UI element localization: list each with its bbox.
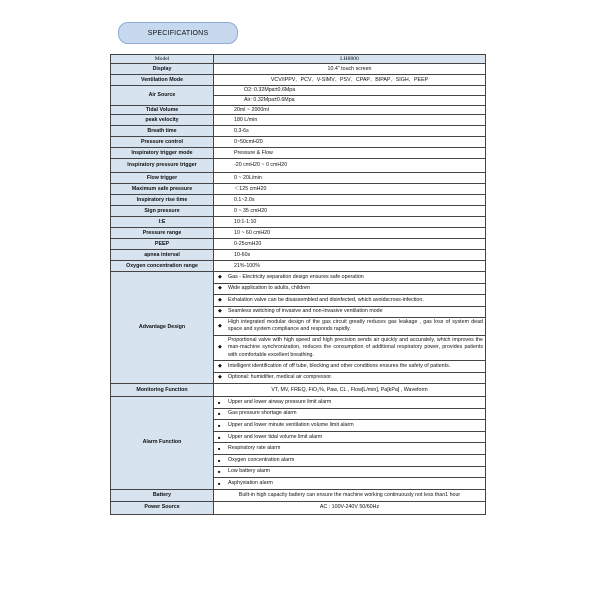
list-item	[214, 409, 485, 421]
spec-label: Pressure range	[111, 228, 214, 239]
list-item	[214, 443, 485, 455]
spec-value: VT, MV, FREQ, FiO₂%, Paw, CL , Flow[L/min], Pa[kPa] , Waveform	[214, 384, 486, 397]
spec-row	[111, 206, 486, 217]
spec-row	[111, 106, 486, 115]
spec-label: Oxygen concentration range	[111, 261, 214, 272]
list-item-text: Optional: humidifier, medical air compressor.	[228, 374, 333, 381]
list-item-text: Low battery alarm	[228, 468, 271, 475]
list-item	[214, 272, 485, 284]
air-source-values	[214, 86, 486, 106]
spec-value: 10:1-1:10	[214, 217, 486, 228]
spec-row-advantage	[111, 272, 486, 384]
spec-row	[111, 195, 486, 206]
spec-value: Pressure & Flow	[214, 148, 486, 159]
spec-label: Breath time	[111, 126, 214, 137]
spec-value: ＜125 cmH20	[214, 184, 486, 195]
spec-row	[111, 148, 486, 159]
spec-label: Display	[111, 64, 214, 75]
spec-row	[111, 126, 486, 137]
spec-value: 0.1~2.0s	[214, 195, 486, 206]
spec-label: PEEP	[111, 239, 214, 250]
section-title: SPECIFICATIONS	[147, 29, 209, 37]
spec-label: I:E	[111, 217, 214, 228]
square-bullet-icon: ■	[218, 457, 221, 463]
spec-value: 10-60s	[214, 250, 486, 261]
spec-row	[111, 115, 486, 126]
diamond-bullet-icon: ◆	[218, 285, 222, 292]
specifications-table	[110, 54, 486, 515]
spec-row	[111, 137, 486, 148]
list-item	[214, 336, 485, 361]
list-item-text: Asphyxiation alarm	[228, 479, 273, 486]
list-item-text: Exhalation valve can be disassembled and disinfected, which avoidscross-infection.	[228, 296, 424, 303]
alarm-list	[214, 397, 486, 490]
list-item	[214, 397, 485, 409]
square-bullet-icon: ■	[218, 469, 221, 475]
spec-label: Inspiratory trigger mode	[111, 148, 214, 159]
list-item-text: High integrated modular design of the gas circuit greatly reduces gas leakage , gas loss of system dead space and system compliance and responds rapidly.	[228, 319, 483, 333]
list-item-text: Gas - Electricity separation design ensures safe operation	[228, 273, 364, 280]
diamond-bullet-icon: ◆	[218, 374, 222, 381]
spec-label: Flow trigger	[111, 173, 214, 184]
spec-value: 180 L/min	[214, 115, 486, 126]
list-item	[214, 295, 485, 307]
spec-row	[111, 64, 486, 75]
list-item	[214, 432, 485, 444]
model-value: LH8800	[214, 55, 486, 64]
spec-value: 10 ~ 60 cmH20	[214, 228, 486, 239]
model-label: Model	[111, 55, 214, 64]
square-bullet-icon: ■	[218, 411, 221, 417]
spec-value: 0 ~ 35 cmH20	[214, 206, 486, 217]
spec-row	[111, 173, 486, 184]
spec-row-power	[111, 501, 486, 514]
spec-label: Inspiratory rise time	[111, 195, 214, 206]
spec-row-battery	[111, 489, 486, 501]
list-item-text: Upper and lower airway pressure limit alarm	[228, 398, 332, 405]
spec-value: 0 ~ 20L/min	[214, 173, 486, 184]
spec-value: 20ml ~ 2000ml	[214, 106, 486, 115]
spec-row	[111, 184, 486, 195]
list-item	[214, 284, 485, 296]
list-item	[214, 307, 485, 319]
spec-label: Advantage Design	[111, 272, 214, 384]
list-item-text: Seamless switching of invasive and non-invasive ventilation mode	[228, 308, 383, 315]
spec-label: Ventilation Mode	[111, 75, 214, 86]
spec-row	[111, 250, 486, 261]
list-item	[214, 467, 485, 479]
list-item	[214, 361, 485, 373]
advantage-list	[214, 272, 486, 384]
air-source-o2: O2: 0.32Mpa±0.6Mpa	[214, 86, 485, 96]
spec-label: Air Source	[111, 86, 214, 106]
square-bullet-icon: ■	[218, 399, 221, 405]
air-source-air: Air: 0.32Mpa±0.6Mpa	[244, 97, 295, 103]
list-item-text: Oxygen concentration alarm	[228, 456, 295, 463]
table-header-row	[111, 55, 486, 64]
diamond-bullet-icon: ◆	[218, 322, 222, 329]
square-bullet-icon: ■	[218, 446, 221, 452]
spec-label: Monitoring Function	[111, 384, 214, 397]
spec-row-monitoring	[111, 384, 486, 397]
spec-value: 0-25cmH20	[214, 239, 486, 250]
spec-label: Maximum safe pressure	[111, 184, 214, 195]
spec-label: Sign pressure	[111, 206, 214, 217]
section-title-badge	[118, 22, 238, 44]
square-bullet-icon: ■	[218, 434, 221, 440]
spec-row-air-source	[111, 86, 486, 106]
list-item	[214, 373, 485, 384]
spec-row-alarm	[111, 397, 486, 490]
spec-value: 0~50cmH20	[214, 137, 486, 148]
list-item-text: Intelligent identification of off tube, blocking and other conditions ensures the safety of patients.	[228, 362, 451, 369]
list-item-text: Upper and lower tidal volume limit alarm	[228, 433, 323, 440]
spec-row	[111, 217, 486, 228]
list-item-text: Respiratory rate alarm	[228, 445, 281, 452]
spec-value: AC : 100V-240V 50/60Hz	[214, 501, 486, 514]
square-bullet-icon: ■	[218, 480, 221, 486]
spec-label: Battery	[111, 489, 214, 501]
diamond-bullet-icon: ◆	[218, 344, 222, 351]
spec-value: VCV/IPPV、PCV、V-SIMV、PSV、CPAP、BIPAP、SIGH、PEEP	[214, 75, 486, 86]
spec-row	[111, 228, 486, 239]
diamond-bullet-icon: ◆	[218, 362, 222, 369]
diamond-bullet-icon: ◆	[218, 308, 222, 315]
spec-row	[111, 75, 486, 86]
list-item-text: Wide application to adults, children	[228, 285, 310, 292]
spec-label: apnea interval	[111, 250, 214, 261]
list-item	[214, 318, 485, 336]
square-bullet-icon: ■	[218, 423, 221, 429]
spec-label: Alarm Function	[111, 397, 214, 490]
spec-row	[111, 261, 486, 272]
spec-label: peak velocity	[111, 115, 214, 126]
spec-value: 10.4" touch screen	[214, 64, 486, 75]
spec-row	[111, 239, 486, 250]
spec-value: Built-in high capacity battery can ensure the machine working continuously not less than1 hour	[214, 489, 486, 501]
diamond-bullet-icon: ◆	[218, 273, 222, 280]
list-item	[214, 478, 485, 489]
list-item	[214, 420, 485, 432]
diamond-bullet-icon: ◆	[218, 296, 222, 303]
spec-label: Inspiratory pressure trigger	[111, 159, 214, 173]
spec-row	[111, 159, 486, 173]
list-item-text: Proportional valve with high speed and high precision sends air quickly and accurately, which improves the man-machine synchronization, reduces the consumption of additional respiratory power, provides patients with comfortable excellent breathing.	[228, 336, 483, 358]
spec-label: Power Source	[111, 501, 214, 514]
spec-label: Pressure control	[111, 137, 214, 148]
spec-value: 21%-100%	[214, 261, 486, 272]
spec-label: Tidal Volume	[111, 106, 214, 115]
list-item	[214, 455, 485, 467]
list-item-text: Upper and lower minute ventilation volume limit alarm	[228, 422, 354, 429]
list-item-text: Gas pressure shortage alarm	[228, 410, 297, 417]
spec-value: -20 cmH20 ~ 0 cmH20	[214, 159, 486, 173]
spec-value: 0.3-6s	[214, 126, 486, 137]
